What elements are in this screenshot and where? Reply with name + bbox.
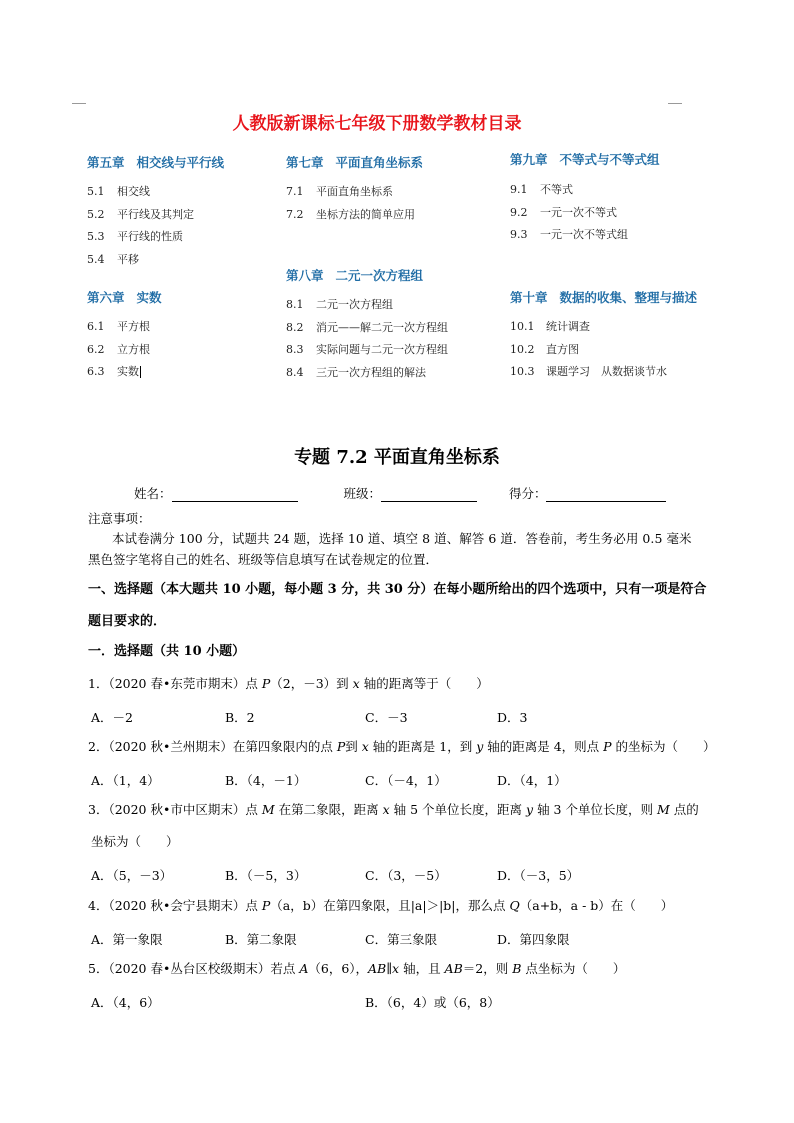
question-4: 4．（2020 秋•会宁县期末）点 P（a，b）在第四象限，且|a|＞|b|，那么点 Q（a+b，a - b）在（ ） [88, 898, 674, 913]
q5-option-a: A．（4，6） [91, 995, 160, 1010]
text-cursor [140, 366, 141, 378]
q3-option-c: C．（3，－5） [365, 868, 447, 883]
q4-option-c: C．第三象限 [365, 932, 438, 947]
question-1: 1．（2020 春•东莞市期末）点 P（2，－3）到 x 轴的距离等于（ ） [88, 676, 489, 691]
toc-item: 6.1 平方根 [87, 320, 150, 333]
class-blank [381, 487, 477, 502]
q2-option-d: D．（4，1） [497, 773, 567, 788]
class-label: 班级： [343, 486, 381, 501]
toc-column-1b [87, 288, 162, 384]
chapter-heading: 第六章 实数 [87, 290, 162, 305]
notice-line-1: 本试卷满分 100 分，试题共 24 题，选择 10 道、填空 8 道、解答 6 道．答卷前，考生务必用 0.5 毫米 [112, 531, 692, 546]
q2-option-a: A．（1，4） [91, 773, 160, 788]
question-5: 5．（2020 春•丛台区校级期末）若点 A（6，6），AB∥x 轴，且 AB＝2，则 B 点坐标为（ ） [88, 961, 626, 976]
toc-item: 7.1 平面直角坐标系 [286, 185, 393, 198]
toc-item: 7.2 坐标方法的简单应用 [286, 207, 415, 221]
q5-option-b: B．（6，4）或（6，8） [365, 995, 500, 1010]
sub-section-heading: 一．选择题（共 10 小题） [88, 644, 246, 659]
q2-option-c: C．（－4，1） [365, 773, 447, 788]
q1-option-b: B．2 [225, 710, 255, 725]
student-info-row [134, 484, 666, 502]
chapter-heading: 第九章 不等式与不等式组 [510, 152, 660, 167]
toc-item: 9.2 一元一次不等式 [510, 205, 617, 219]
toc-item: 10.1 统计调查 [510, 320, 590, 333]
toc-column-3b [510, 288, 697, 384]
chapter-heading: 第八章 二元一次方程组 [286, 268, 424, 283]
toc-column-3 [510, 150, 660, 247]
toc-item: 5.1 相交线 [87, 185, 150, 198]
exam-title: 专题 7.2 平面直角坐标系 [294, 447, 500, 468]
toc-title: 人教版新课标七年级下册数学教材目录 [232, 114, 522, 134]
score-blank [546, 487, 666, 502]
toc-item: 6.2 立方根 [87, 342, 150, 356]
chapter-heading: 第十章 数据的收集、整理与描述 [510, 290, 698, 305]
q4-option-b: B．第二象限 [225, 932, 297, 947]
q4-option-a: A．第一象限 [91, 932, 163, 947]
toc-item: 6.3 实数 [87, 365, 139, 378]
toc-item: 10.3 课题学习 从数据谈节水 [510, 365, 667, 378]
corner-mark-right [668, 103, 682, 104]
q3-option-a: A．（5，－3） [91, 868, 173, 883]
corner-mark-left [72, 103, 86, 104]
toc-item: 8.4 三元一次方程组的解法 [286, 365, 426, 379]
toc-item: 8.1 二元一次方程组 [286, 298, 393, 311]
chapter-heading: 第七章 平面直角坐标系 [286, 155, 424, 170]
toc-item: 5.4 平移 [87, 252, 139, 266]
question-3-line-2: 坐标为（ ） [91, 834, 179, 849]
toc-item: 8.2 消元——解二元一次方程组 [286, 320, 448, 334]
notice-line-2: 黑色签字笔将自己的姓名、班级等信息填写在试卷规定的位置． [88, 552, 439, 567]
notice-label: 注意事项： [88, 511, 151, 526]
q2-option-b: B．（4，－1） [225, 773, 307, 788]
section-heading-line-2: 题目要求的． [88, 614, 167, 629]
q1-option-a: A．－2 [91, 710, 133, 725]
toc-item: 9.1 不等式 [510, 183, 573, 196]
toc-item: 5.2 平行线及其判定 [87, 207, 194, 221]
q1-option-c: C．－3 [365, 710, 408, 725]
toc-column-2b [286, 266, 448, 384]
question-2: 2．（2020 秋•兰州期末）在第四象限内的点 P到 x 轴的距离是 1，到 y 轴的距离是 4，则点 P 的坐标为（ ） [88, 739, 716, 754]
name-blank [172, 487, 298, 502]
name-label: 姓名： [134, 486, 172, 501]
q3-option-b: B．（－5，3） [225, 868, 307, 883]
q3-option-d: D．（－3，5） [497, 868, 580, 883]
toc-column-2 [286, 153, 423, 226]
score-label: 得分： [508, 486, 547, 501]
chapter-heading: 第五章 相交线与平行线 [87, 155, 225, 170]
toc-item: 8.3 实际问题与二元一次方程组 [286, 343, 448, 356]
toc-item: 5.3 平行线的性质 [87, 230, 183, 243]
question-3: 3．（2020 秋•市中区期末）点 M 在第二象限，距离 x 轴 5 个单位长度，距离 y 轴 3 个单位长度，则 M 点的 [88, 802, 699, 817]
section-heading-line-1: 一、选择题（本大题共 10 小题，每小题 3 分，共 30 分）在每小题所给出的四个选项中，只有一项是符合 [88, 582, 707, 597]
toc-item: 9.3 一元一次不等式组 [510, 228, 628, 241]
toc-column-1 [87, 153, 224, 271]
q1-option-d: D．3 [497, 710, 528, 725]
q4-option-d: D．第四象限 [497, 932, 570, 947]
toc-item: 10.2 直方图 [510, 342, 579, 356]
